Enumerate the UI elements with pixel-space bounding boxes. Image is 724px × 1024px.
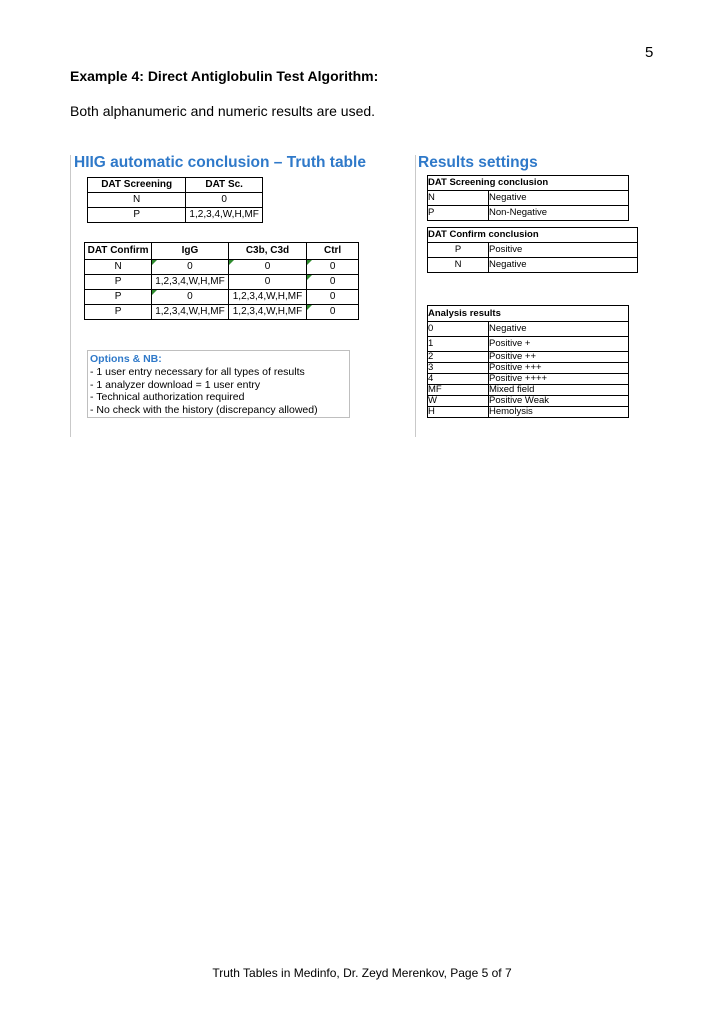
table-cell: P xyxy=(85,290,152,305)
options-line: - No check with the history (discrepancy allowed) xyxy=(90,404,318,417)
analysis-results-table xyxy=(427,305,629,418)
table-cell: 0 xyxy=(152,260,229,275)
page-footer: Truth Tables in Medinfo, Dr. Zeyd Merenkov, Page 5 of 7 xyxy=(212,966,512,980)
table-cell: 2 xyxy=(428,352,489,363)
table-row xyxy=(428,206,629,221)
table-cell: P xyxy=(85,305,152,320)
dat-screening-table xyxy=(87,177,263,223)
table-header-cell: Ctrl xyxy=(307,243,359,260)
confirm-conclusion-table xyxy=(427,227,638,273)
table-row xyxy=(85,260,359,275)
table-row xyxy=(428,337,629,352)
table-header-cell: IgG xyxy=(152,243,229,260)
results-settings-title: Results settings xyxy=(418,154,538,171)
table-cell: 0 xyxy=(228,260,306,275)
table-header-row xyxy=(85,243,359,260)
example-heading: Example 4: Direct Antiglobulin Test Algorithm: xyxy=(70,68,379,84)
screening-conclusion-table xyxy=(427,175,629,221)
table-header-cell: DAT Screening conclusion xyxy=(428,176,629,191)
table-row xyxy=(85,290,359,305)
table-cell: 4 xyxy=(428,374,489,385)
table-header-row xyxy=(428,306,629,322)
table-cell: 0 xyxy=(228,275,306,290)
table-cell: 1,2,3,4,W,H,MF xyxy=(228,305,306,320)
options-box xyxy=(87,350,350,418)
table-cell: Positive xyxy=(489,243,638,258)
table-cell: 0 xyxy=(307,290,359,305)
table-row xyxy=(428,352,629,363)
table-cell: 1,2,3,4,W,H,MF xyxy=(152,275,229,290)
table-row xyxy=(428,363,629,374)
table-cell: Positive ++++ xyxy=(489,374,629,385)
left-section-divider xyxy=(70,155,71,437)
table-header-cell: Analysis results xyxy=(428,306,629,322)
table-cell: 3 xyxy=(428,363,489,374)
table-cell: Positive +++ xyxy=(489,363,629,374)
table-cell: 1,2,3,4,W,H,MF xyxy=(228,290,306,305)
table-header-cell: DAT Screening xyxy=(88,178,186,193)
table-row xyxy=(88,193,263,208)
table-header-cell: DAT Confirm conclusion xyxy=(428,228,638,243)
table-cell: 0 xyxy=(307,305,359,320)
table-cell: N xyxy=(85,260,152,275)
table-cell: 1 xyxy=(428,337,489,352)
dat-confirm-table xyxy=(84,242,359,320)
table-row xyxy=(428,243,638,258)
table-cell: Positive Weak xyxy=(489,396,629,407)
table-cell: N xyxy=(428,191,489,206)
right-section-divider xyxy=(415,155,416,437)
table-row xyxy=(428,322,629,337)
table-cell: 1,2,3,4,W,H,MF xyxy=(186,208,263,223)
table-cell: 0 xyxy=(186,193,263,208)
table-cell: P xyxy=(428,206,489,221)
table-cell: N xyxy=(428,258,489,273)
table-cell: 0 xyxy=(307,275,359,290)
table-cell: P xyxy=(88,208,186,223)
table-row xyxy=(428,407,629,418)
table-cell: Negative xyxy=(489,191,629,206)
intro-text: Both alphanumeric and numeric results are used. xyxy=(70,103,376,119)
table-row xyxy=(428,258,638,273)
table-header-row xyxy=(88,178,263,193)
options-line: - 1 analyzer download = 1 user entry xyxy=(90,378,261,391)
table-cell: Non-Negative xyxy=(489,206,629,221)
table-header-row xyxy=(428,228,638,243)
table-cell: H xyxy=(428,407,489,418)
table-cell: N xyxy=(88,193,186,208)
table-cell: Positive ++ xyxy=(489,352,629,363)
table-cell: MF xyxy=(428,385,489,396)
table-cell: P xyxy=(428,243,489,258)
table-cell: Negative xyxy=(489,322,629,337)
table-cell: 0 xyxy=(428,322,489,337)
table-row xyxy=(428,191,629,206)
table-row xyxy=(88,208,263,223)
options-line: - Technical authorization required xyxy=(90,391,245,404)
table-cell: P xyxy=(85,275,152,290)
table-cell: W xyxy=(428,396,489,407)
table-cell: Positive + xyxy=(489,337,629,352)
options-line: - 1 user entry necessary for all types of results xyxy=(90,365,305,378)
options-title: Options & NB: xyxy=(90,353,162,365)
table-cell: Negative xyxy=(489,258,638,273)
table-cell: 0 xyxy=(152,290,229,305)
table-row xyxy=(428,385,629,396)
table-header-row xyxy=(428,176,629,191)
page-number: 5 xyxy=(645,44,654,61)
truth-table-title: HIIG automatic conclusion – Truth table xyxy=(74,154,366,171)
table-cell: Hemolysis xyxy=(489,407,629,418)
table-cell: 0 xyxy=(307,260,359,275)
table-cell: 1,2,3,4,W,H,MF xyxy=(152,305,229,320)
table-header-cell: DAT Confirm xyxy=(85,243,152,260)
table-header-cell: C3b, C3d xyxy=(228,243,306,260)
table-row xyxy=(85,275,359,290)
table-row xyxy=(428,396,629,407)
table-header-cell: DAT Sc. xyxy=(186,178,263,193)
table-row xyxy=(85,305,359,320)
table-row xyxy=(428,374,629,385)
table-cell: Mixed field xyxy=(489,385,629,396)
